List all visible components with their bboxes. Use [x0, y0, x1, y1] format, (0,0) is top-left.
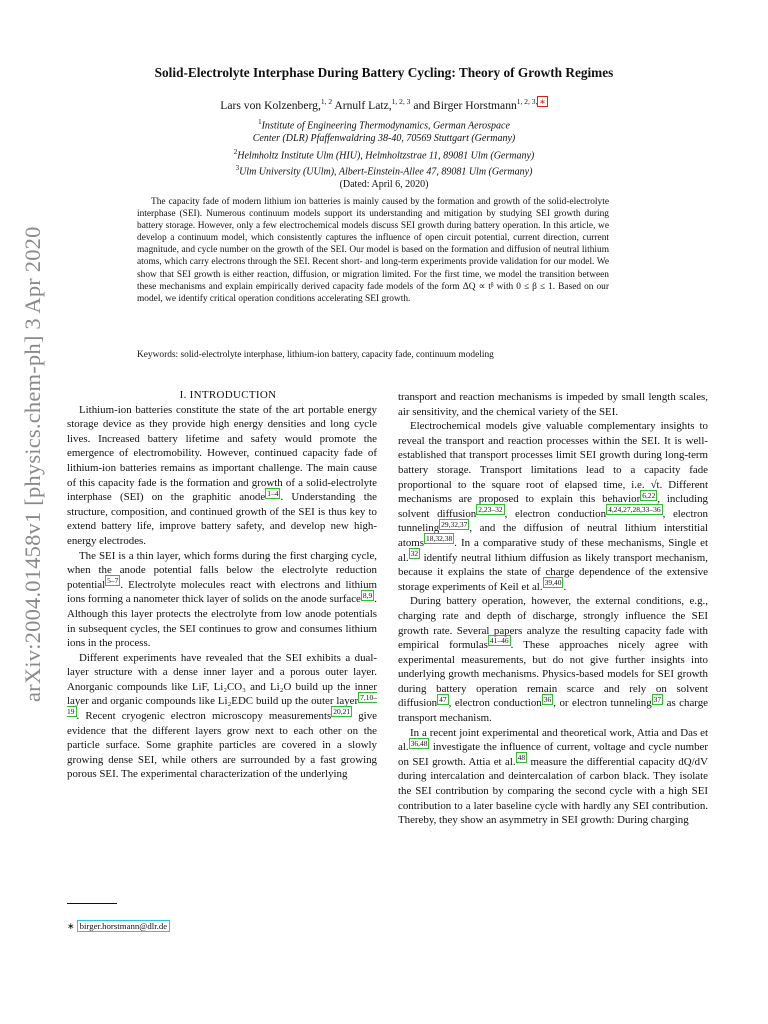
- paragraph: During battery operation, however, the external conditions, e.g., charging rate and depth of discharge, strongly influence the SEI growth rate. Several papers analyze the resulting capacity fade with empirical formulas $^{41-46}$ . These approaches nicely agree with experimental measurements, but do not give further insights into underlying growth mechanisms. Physics-based models for SEI growth during battery operation remain scarce and rely on solvent diffusion $^{47}$ , electron conduction $^{36}$ , or electron tunneling $^{37}$ as charge transport mechanism.: [398, 595, 708, 725]
- affil-2: Helmholtz Institute Ulm (HIU), Helmholtzstrae 11, 89081 Ulm (Germany): [237, 149, 535, 161]
- citation-link[interactable]: 36: [543, 694, 552, 704]
- author-3-affil: 1, 2, 3,: [516, 97, 538, 106]
- corresponding-author-link[interactable]: ∗: [539, 97, 546, 106]
- section-heading: I. INTRODUCTION: [179, 389, 277, 401]
- arxiv-side-stamp: arXiv:2004.01458v1 [physics.chem-ph] 3 Apr 2020: [20, 226, 45, 702]
- citation-link[interactable]: 5–7: [107, 576, 119, 586]
- author-2: Arnulf Latz,: [334, 98, 392, 112]
- paragraph: Lithium-ion batteries constitute the state of the art portable energy storage device as they provide high energy densities and long cycle lives. Increased battery lifetime and safety would promote the emergence of electromobility. However, continued capacity fade of lithium-ion batteries remains as important challenge. The main cause of this capacity fade is the formation and growth of a solid-electrolyte interphase (SEI) on the graphitic anode $^{1-4}$ . Understanding the structure, composition, and continued growth of the SEI is thus key to extend battery life, improve battery safety, and develop new high-energy electrodes.: [67, 403, 377, 547]
- footnote-rule: [67, 903, 117, 904]
- affiliations: [0, 116, 768, 192]
- author-3: and Birger Horstmann: [413, 98, 517, 112]
- citation-link[interactable]: 39,40: [544, 578, 562, 588]
- citation-link[interactable]: 8,9: [362, 590, 373, 600]
- left-column: [67, 388, 377, 948]
- abstract: The capacity fade of modern lithium ion batteries is mainly caused by the formation and growth of the solid-electrolyte interphase (SEI). Numerous continuum models support its understanding and mitigation by studying SEI growth during battery storage. However, only a few electrochemical models discuss SEI growth during battery operation. In this article, we develop a continuum model, which consistently captures the influence of open circuit potential, current direction, current magnitude, and cycle number on the growth of the SEI. Our model is based on the formation and diffusion of neutral lithium atoms, which carry electrons through the SEI. Recent short- and long-term experiments provide validation for our model. We show that SEI growth is either reaction, diffusion, or migration limited. For the first time, we model the transition between these mechanisms and explain empirically derived capacity fade models of the form ΔQ ∝ tᵝ with 0 ≤ β ≤ 1. Based on our model, we identify critical operation conditions accelerating SEI growth.: [137, 197, 609, 304]
- keywords: Keywords: solid-electrolyte interphase, lithium-ion battery, capacity fade, continuum modeling: [137, 350, 494, 360]
- author-1: Lars von Kolzenberg,: [220, 98, 321, 112]
- citation-link[interactable]: 41–46: [489, 636, 509, 646]
- right-column: [398, 390, 708, 938]
- citation-link[interactable]: 37: [653, 694, 662, 704]
- affil-3: Ulm University (UUlm), Albert-Einstein-Allee 47, 89081 Ulm (Germany): [239, 166, 533, 178]
- affil-1-mark: 1: [258, 118, 262, 126]
- citation-link[interactable]: 4,24,27,28,33–36: [608, 505, 661, 515]
- citation-link[interactable]: 32: [410, 548, 419, 558]
- author-list: [0, 97, 768, 112]
- citation-link[interactable]: 47: [439, 694, 447, 704]
- affil-1: Institute of Engineering Thermodynamics, German Aerospace: [261, 120, 510, 132]
- author-1-affil: 1, 2: [320, 97, 333, 106]
- paragraph: In a recent joint experimental and theoretical work, Attia and Das et al. $^{36,48}$ investigate the influence of current, voltage and cycle number on SEI growth. Attia et al. $^{48}$ measure the differential capacity dQ/dV during intercalation and deintercalation of carbon black. They isolate the SEI contribution by comparing the second cycle with a high SEI contribution to a later baseline cycle with hardly any SEI contribution. Thereby, they show an asymmetry in SEI growth: During charging: [398, 726, 708, 827]
- citation-link[interactable]: 29,32,37: [441, 519, 468, 529]
- citation-link[interactable]: 48: [517, 753, 526, 763]
- citation-link[interactable]: 7,10–19: [67, 692, 377, 717]
- paragraph: The SEI is a thin layer, which forms during the first charging cycle, when the anode potential falls below the electrolyte reduction potential $^{5-7}$ . Electrolyte molecules react with electrons and lithium ions forming a nanometer thick layer of solids on the anode surface $^{8,9}$ . Although this layer protects the electrolyte from low anode potentials in subsequent cycles, the SEI continues to grow and consumes lithium ions in the process.: [67, 549, 377, 650]
- email-link[interactable]: birger.horstmann@dlr.de: [77, 920, 171, 932]
- paragraph: Electrochemical models give valuable complementary insights to reveal the transport and reaction processes within the SEI. It is well-established that transport processes limit SEI growth during long-term battery storage. Transport limitations lead to a capacity fade proportional to the square root of elapsed time, i.e. √t. Different mechanisms are proposed to explain this behavior $^{6,22}$ , including solvent diffusion $^{2,23-32}$ , electron conduction $^{4,24,27,28,33-36}$ , electron tunneling $^{29,32,37}$ , and the diffusion of neutral lithium interstitial atoms $^{18,32,38}$ . In a comparative study of these mechanisms, Single et al. $^{32}$ identify neutral lithium diffusion as likely transport mechanism, because it explains the state of charge dependence of the extensive storage experiments of Keil et al. $^{39,40}$ .: [398, 420, 708, 593]
- citation-link[interactable]: 2,23–32: [478, 505, 503, 515]
- citation-link[interactable]: 6,22: [642, 490, 656, 500]
- paragraph: Different experiments have revealed that the SEI exhibits a dual-layer structure with a dense inner layer and a porous outer layer. Anorganic compounds like LiF, Li₂CO₃ and Li₂O build up the inner layer and organic compounds like Li₂EDC build up the outer layer $^{7,10-19}$ . Recent cryogenic electron microscopy measurements $^{20,21}$ give evidence that the different layers grow next to each other on the particle surface. Some graphite particles are covered in a slowly growing dense SEI, while others are surrounded by a fast growing porous SEI. The experimental characterization of the underlying: [67, 651, 377, 781]
- footnote-mark: ∗: [67, 921, 75, 931]
- citation-link[interactable]: 1–4: [267, 488, 279, 498]
- affil-3-mark: 3: [235, 164, 240, 173]
- author-2-affil: 1, 2, 3: [391, 97, 411, 106]
- citation-link[interactable]: 36,48: [410, 738, 428, 748]
- affil-2-mark: 2: [233, 147, 238, 156]
- paper-title: Solid-Electrolyte Interphase During Battery Cycling: Theory of Growth Regimes: [154, 65, 614, 80]
- paragraph: transport and reaction mechanisms is impeded by small length scales, air sensitivity, and the chemical variety of the SEI.: [398, 391, 708, 418]
- citation-link[interactable]: 20,21: [333, 707, 351, 717]
- footnote: [67, 921, 170, 932]
- citation-link[interactable]: 18,32,38: [426, 534, 453, 544]
- affil-1-cont: Center (DLR) Pfaffenwaldring 38-40, 70569 Stuttgart (Germany): [252, 132, 516, 144]
- dated-line: (Dated: April 6, 2020): [339, 179, 429, 191]
